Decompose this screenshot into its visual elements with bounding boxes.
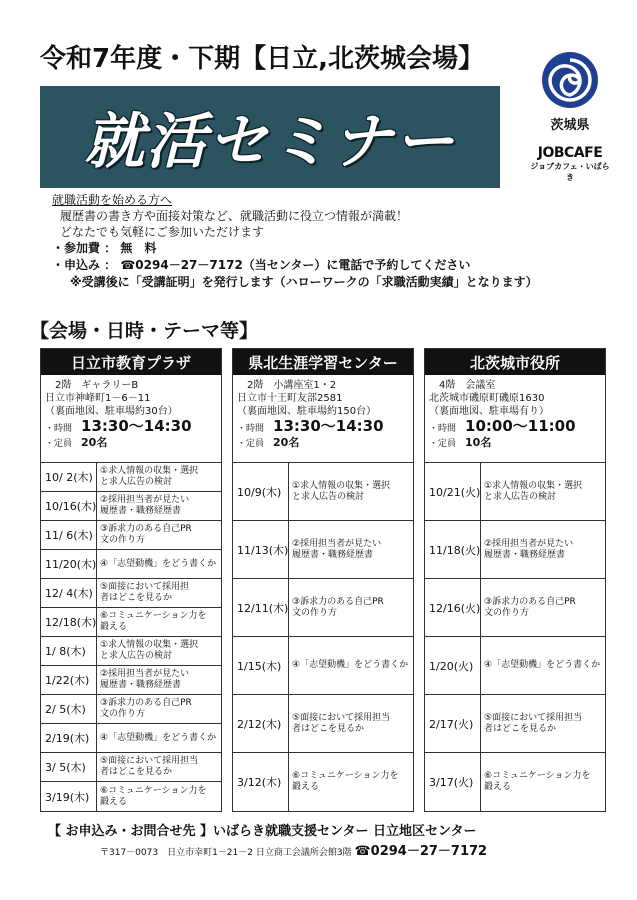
venue-column: [424, 348, 606, 812]
venue-floor: 2階 小講座室1・2: [247, 380, 337, 391]
intro-block: [52, 192, 538, 290]
footer-address: 〒317－0073 日立市幸町1－21－2 日立商工会議所会館3階: [100, 848, 352, 858]
venue-access: （裏面地図、駐車場約30台）: [45, 406, 178, 417]
session-theme: ⑥コミュニケーション力を 鍛える: [100, 611, 207, 632]
session-row: [425, 637, 605, 695]
venue-info: [425, 375, 605, 463]
prefecture-emblem-icon: [542, 52, 598, 108]
session-row: [41, 724, 221, 753]
logo-area: [530, 48, 610, 188]
session-row: [425, 753, 605, 811]
session-date: 11/13(木): [233, 521, 289, 578]
session-theme: ①求人情報の収集・選択 と求人広告の検討: [100, 466, 199, 487]
footer-contact: 【 お申込み・お問合せ先 】いばらき就職支援センター 日立地区センター: [48, 824, 477, 839]
session-row: [233, 579, 413, 637]
session-date: 1/22(木): [41, 666, 97, 694]
session-date: 11/20(木): [41, 550, 97, 578]
venue-access: （裏面地図、駐車場有り）: [429, 406, 549, 417]
session-row: [41, 782, 221, 811]
venue-time-label: ・時間: [429, 424, 457, 434]
session-date: 10/16(木): [41, 492, 97, 520]
session-date: 11/18(火): [425, 521, 481, 578]
session-theme: ②採用担当者が見たい 履歴書・職務経歴書: [100, 669, 190, 690]
session-date: 3/12(木): [233, 753, 289, 811]
venue-name: 県北生涯学習センター: [233, 349, 413, 375]
venue-capacity-label: ・定員: [429, 439, 457, 449]
venue-floor: 2階 ギャラリーB: [55, 380, 139, 391]
session-date: 11/ 6(木): [41, 521, 97, 549]
session-row: [233, 695, 413, 753]
session-theme: ③訴求力のある自己PR 文の作り方: [100, 698, 192, 719]
page-subtitle: 令和7年度・下期【日立,北茨城会場】: [40, 44, 484, 74]
session-theme: ⑥コミュニケーション力を 鍛える: [484, 771, 591, 792]
session-date: 2/19(木): [41, 724, 97, 752]
venue-info: [41, 375, 221, 463]
session-theme: ⑤面接において採用担当 者はどこを見るか: [100, 756, 199, 777]
intro-desc-2: どなたでも気軽にご参加いただけます: [60, 225, 265, 239]
venue-capacity: 20名: [273, 436, 300, 449]
session-date: 1/ 8(木): [41, 637, 97, 665]
session-date: 3/17(火): [425, 753, 481, 811]
venue-access: （裏面地図、駐車場約150台）: [237, 406, 377, 417]
session-theme: ④「志望動機」をどう書くか: [292, 660, 409, 670]
session-row: [233, 463, 413, 521]
session-theme: ③訴求力のある自己PR 文の作り方: [100, 524, 192, 545]
intro-note: ※受講後に「受講証明」を発行します（ハローワークの「求職活動実績」となります）: [70, 275, 538, 289]
session-theme: ④「志望動機」をどう書くか: [100, 732, 217, 743]
session-theme: ②採用担当者が見たい 履歴書・職務経歴書: [292, 538, 382, 560]
venue-column: [232, 348, 414, 812]
session-row: [41, 521, 221, 550]
session-date: 12/ 4(木): [41, 579, 97, 607]
venue-address: 日立市十王町友部2581: [237, 393, 343, 404]
venue-time-label: ・時間: [45, 424, 73, 434]
session-theme: ⑤面接において採用担当 者はどこを見るか: [484, 712, 583, 734]
venue-capacity-line: [237, 436, 409, 451]
footer-address-line: [100, 840, 487, 859]
session-date: 12/18(木): [41, 608, 97, 636]
venue-info: [233, 375, 413, 463]
session-theme: ②採用担当者が見たい 履歴書・職務経歴書: [100, 495, 190, 516]
session-row: [41, 666, 221, 695]
jobcafe-logo: JOBCAFE: [537, 145, 603, 161]
session-theme: ⑤面接において採用担 者はどこを見るか: [100, 582, 190, 603]
session-theme: ①求人情報の収集・選択 と求人広告の検討: [484, 480, 583, 502]
session-row: [425, 579, 605, 637]
venue-capacity: 10名: [465, 436, 492, 449]
prefecture-name: 茨城県: [550, 118, 590, 133]
venue-name: 日立市教育プラザ: [41, 349, 221, 375]
session-row: [41, 579, 221, 608]
session-row: [425, 521, 605, 579]
session-date: 12/16(火): [425, 579, 481, 636]
session-theme: ①求人情報の収集・選択 と求人広告の検討: [100, 640, 199, 661]
session-date: 1/15(木): [233, 637, 289, 694]
session-date: 10/ 2(木): [41, 463, 97, 491]
session-theme: ④「志望動機」をどう書くか: [484, 660, 601, 670]
intro-target: 就職活動を始める方へ: [52, 193, 173, 207]
venue-time: 13:30～14:30: [81, 417, 192, 435]
section-title: 【会場・日時・テーマ等】: [30, 320, 259, 342]
session-date: 3/ 5(木): [41, 753, 97, 781]
session-theme: ①求人情報の収集・選択 と求人広告の検討: [292, 480, 391, 502]
session-row: [41, 637, 221, 666]
venue-time: 10:00～11:00: [465, 417, 576, 435]
venue-capacity-line: [429, 436, 601, 451]
venue-time-label: ・時間: [237, 424, 265, 434]
session-row: [233, 521, 413, 579]
session-list: [425, 463, 605, 811]
session-row: [41, 695, 221, 724]
session-theme: ⑥コミュニケーション力を 鍛える: [100, 785, 207, 807]
session-date: 3/19(木): [41, 782, 97, 811]
venue-time-line: [237, 417, 409, 436]
session-row: [41, 550, 221, 579]
venue-column: [40, 348, 222, 812]
page-title: 就活セミナー: [84, 107, 456, 177]
session-row: [233, 637, 413, 695]
session-row: [41, 492, 221, 521]
session-theme: ⑤面接において採用担当 者はどこを見るか: [292, 712, 391, 734]
session-row: [41, 753, 221, 782]
venue-capacity: 20名: [81, 436, 108, 449]
venue-capacity-label: ・定員: [45, 439, 73, 449]
session-row: [425, 463, 605, 521]
session-date: 10/9(木): [233, 463, 289, 520]
session-list: [41, 463, 221, 811]
session-date: 10/21(火): [425, 463, 481, 520]
session-row: [41, 608, 221, 637]
session-row: [425, 695, 605, 753]
title-banner: [40, 86, 500, 188]
session-theme: ④「志望動機」をどう書くか: [100, 558, 217, 569]
footer-phone: ☎0294－27－7172: [354, 844, 488, 859]
venue-capacity-label: ・定員: [237, 439, 265, 449]
session-theme: ③訴求力のある自己PR 文の作り方: [484, 596, 576, 618]
session-theme: ③訴求力のある自己PR 文の作り方: [292, 596, 384, 618]
session-date: 1/20(火): [425, 637, 481, 694]
intro-desc-1: 履歴書の書き方や面接対策など、就職活動に役立つ情報が満載！: [60, 209, 409, 223]
venue-time-line: [429, 417, 601, 436]
venue-time-line: [45, 417, 217, 436]
session-theme: ⑥コミュニケーション力を 鍛える: [292, 771, 399, 792]
intro-fee: ・参加費 ： 無 料: [52, 241, 157, 255]
session-date: 2/17(火): [425, 695, 481, 752]
session-theme: ②採用担当者が見たい 履歴書・職務経歴書: [484, 538, 574, 560]
jobcafe-sub: ジョブカフェ・いばらき: [530, 162, 610, 182]
session-list: [233, 463, 413, 811]
session-date: 12/11(木): [233, 579, 289, 636]
venue-floor: 4階 会議室: [439, 380, 496, 391]
venue-time: 13:30～14:30: [273, 417, 384, 435]
session-row: [41, 463, 221, 492]
session-date: 2/ 5(木): [41, 695, 97, 723]
venue-address: 日立市神峰町1－6－11: [45, 393, 151, 404]
session-row: [233, 753, 413, 811]
venue-address: 北茨城市磯原町磯原1630: [429, 393, 545, 404]
intro-apply: ・申込み ： ☎0294－27－7172（当センター）に電話で予約してください: [52, 258, 471, 272]
venue-name: 北茨城市役所: [425, 349, 605, 375]
session-date: 2/12(木): [233, 695, 289, 752]
venue-capacity-line: [45, 436, 217, 451]
